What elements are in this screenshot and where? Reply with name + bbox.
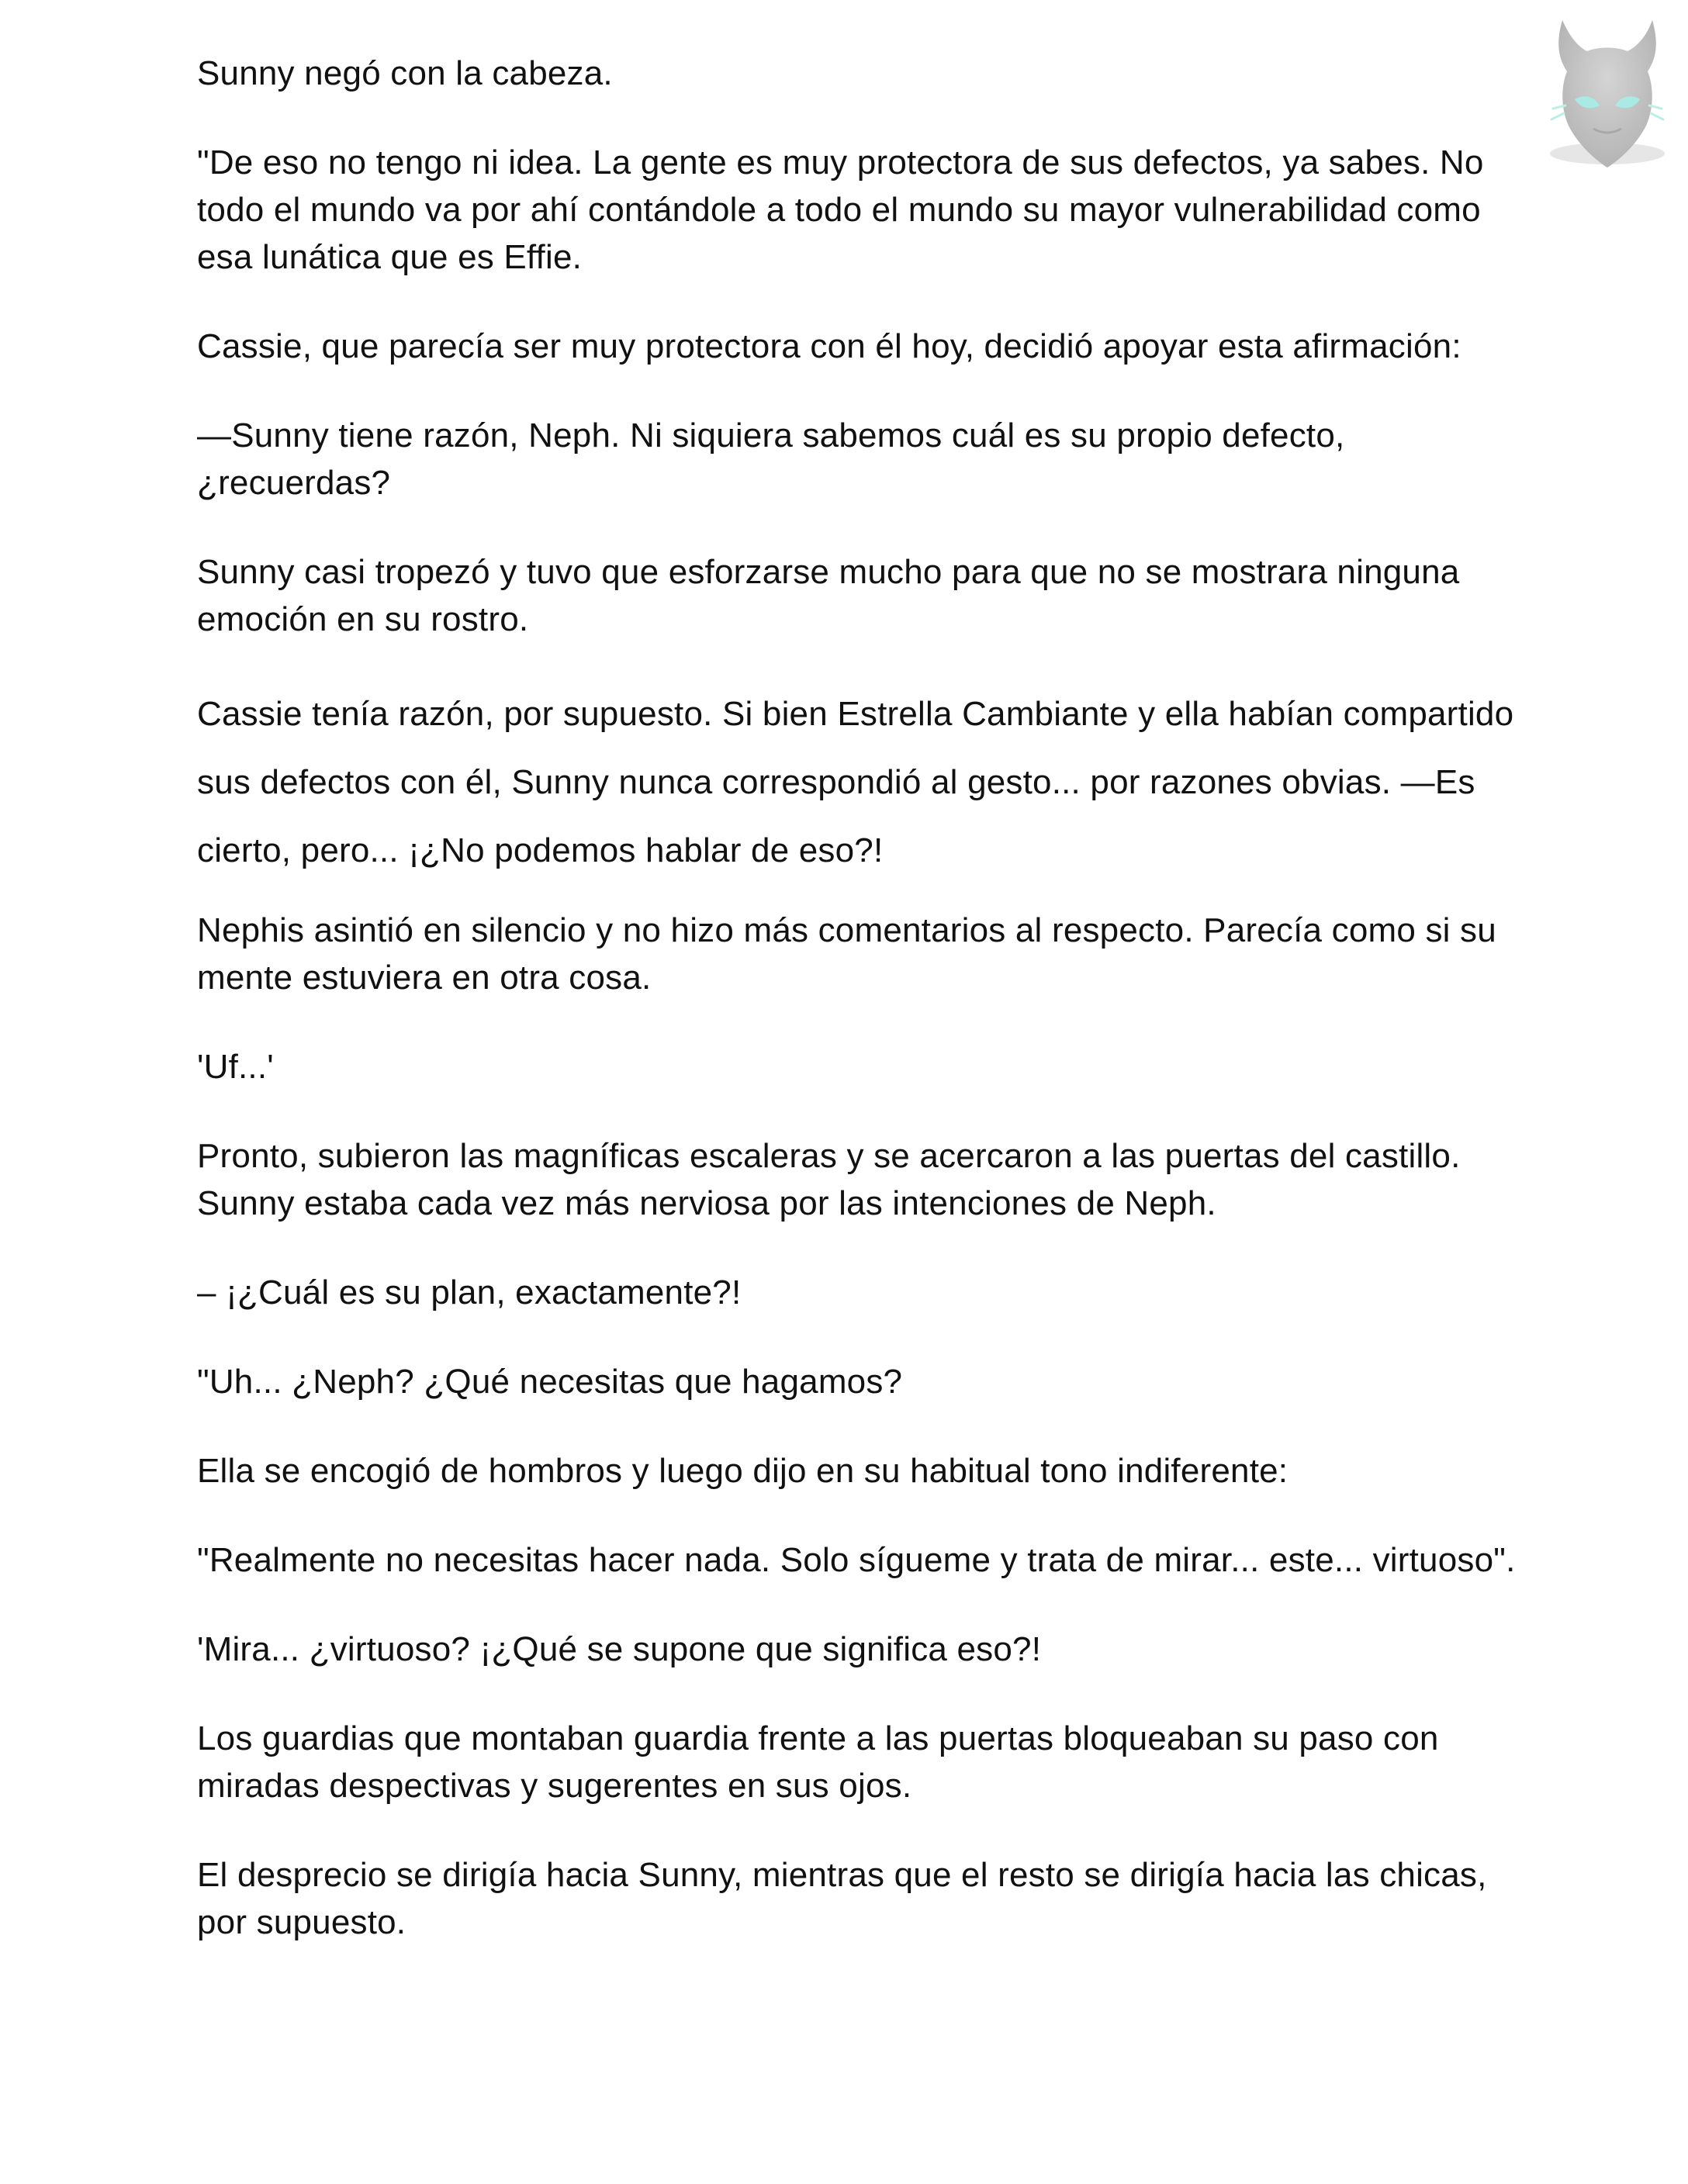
paragraph: "Uh... ¿Neph? ¿Qué necesitas que hagamos?	[197, 1363, 903, 1401]
paragraph: – ¡¿Cuál es su plan, exactamente?!	[197, 1273, 742, 1311]
text-column	[197, 50, 1516, 1988]
paragraph: Ella se encogió de hombros y luego dijo en su habitual tono indiferente:	[197, 1452, 1288, 1490]
paragraph: Los guardias que montaban guardia frente a las puertas bloqueaban su paso con miradas despectivas y sugerentes en sus ojos.	[197, 1719, 1439, 1805]
paragraph: Pronto, subieron las magníficas escaleras y se acercaron a las puertas del castillo. Sunny estaba cada vez más nerviosa por las intenciones de Neph.	[197, 1137, 1461, 1222]
paragraph: Nephis asintió en silencio y no hizo más comentarios al respecto. Parecía como si su mente estuviera en otra cosa.	[197, 911, 1496, 997]
paragraph: Cassie tenía razón, por supuesto. Si bien Estrella Cambiante y ella habían compartido sus defectos con él, Sunny nunca correspondió al gesto... por razones obvias. —Es cierto, pero... ¡¿No podemos hablar de eso?!	[197, 695, 1514, 869]
paragraph: Sunny casi tropezó y tuvo que esforzarse mucho para que no se mostrara ninguna emoción en su rostro.	[197, 553, 1460, 638]
paragraph: Sunny negó con la cabeza.	[197, 54, 613, 92]
paragraph: "De eso no tengo ni idea. La gente es muy protectora de sus defectos, ya sabes. No todo el mundo va por ahí contándole a todo el mundo su mayor vulnerabilidad como esa lunática que es Effie.	[197, 143, 1484, 276]
paragraph: "Realmente no necesitas hacer nada. Solo sígueme y trata de mirar... este... virtuoso".	[197, 1541, 1516, 1579]
paragraph: El desprecio se dirigía hacia Sunny, mientras que el resto se dirigía hacia las chicas, por supuesto.	[197, 1856, 1487, 1941]
paragraph: 'Mira... ¿virtuoso? ¡¿Qué se supone que significa eso?!	[197, 1630, 1042, 1668]
paragraph: —Sunny tiene razón, Neph. Ni siquiera sabemos cuál es su propio defecto, ¿recuerdas?	[197, 416, 1345, 502]
paragraph: 'Uf...'	[197, 1048, 274, 1086]
paragraph: Cassie, que parecía ser muy protectora con él hoy, decidió apoyar esta afirmación:	[197, 327, 1461, 365]
horned-demon-head-icon	[1530, 12, 1685, 191]
